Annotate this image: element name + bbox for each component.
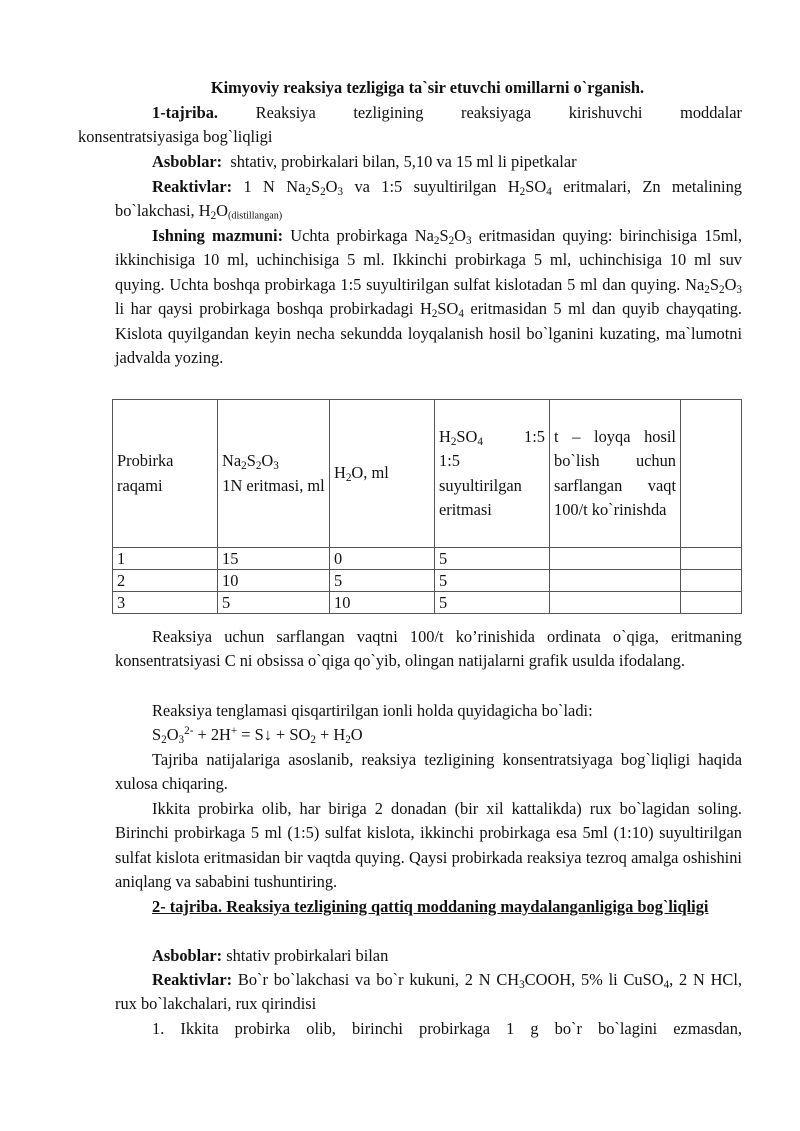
cell-acid: 5 — [435, 592, 550, 614]
reag-rest: eritmalari, Zn metalining bo`lakchasi, — [115, 177, 742, 221]
header-thiosulfate-unit: 1N eritmasi, ml — [222, 475, 325, 495]
table-row — [113, 570, 742, 592]
exp2-reag-c: , 2 N HCl, rux bo`lakchalari, rux qirindisi — [115, 970, 743, 1014]
exp1-reagents: Reaktivlar: 1 N $Na_2S_2O_3$ va 1:5 suyultirilgan $H_2SO_4$ eritmalari, Zn metalining bo`lakchasi, $H_2O_{(distillangan)}$ — [115, 177, 742, 223]
table-row — [113, 548, 742, 570]
cell-extra — [681, 570, 742, 592]
exp1-heading — [78, 101, 742, 150]
equation-intro: Reaksiya tenglamasi qisqartirilgan ionli holda quyidagicha bo`ladi: — [152, 701, 593, 720]
header-acid: $H_2SO_4$ 1:5 1:5 suyultirilgan eritmasi — [435, 400, 550, 548]
page-title: Kimyoviy reaksiya tezligiga ta`sir etuvchi omillarni o`rganish. — [210, 78, 645, 97]
exp1-tools — [115, 150, 742, 174]
cell-time — [550, 570, 681, 592]
header-empty — [681, 400, 742, 548]
cell-water: 0 — [330, 548, 435, 570]
exp2-tools — [115, 944, 742, 968]
exp2-reag-b: , 5% li — [571, 970, 618, 989]
exp1-content-label: Ishning mazmuni: — [152, 226, 284, 245]
exp1-tools-label: Asboblar: — [152, 152, 223, 171]
header-water-unit: , ml — [363, 463, 389, 483]
cell-tube: 2 — [113, 570, 218, 592]
exp1-heading-line2: konsentratsiyasiga bog`liqligi — [78, 127, 273, 147]
cell-thiosulfate: 5 — [218, 592, 330, 614]
reag-and: va 1:5 suyultirilgan — [354, 177, 497, 196]
cell-acid: 5 — [435, 570, 550, 592]
exp1-tools-text: shtativ, probirkalari bilan, 5,10 va 15 ml li pipetkalar — [230, 152, 577, 171]
exp2-step1: 1. Ikkita probirka olib, birinchi probirkaga 1 g bo`r bo`lagini ezmasdan, — [152, 1019, 742, 1038]
cell-water: 10 — [330, 592, 435, 614]
cell-thiosulfate: 10 — [218, 570, 330, 592]
content-b: eritmasidan quying: birinchisiga 15ml, ikkinchisiga 10 ml, uchinchisiga 5 ml. Ikkinchi probirkaga 5 ml, uchinchisiga 10 ml suv quying. Uchta boshqa probirkaga 1:5 suyultirilgan sulfat kislotadan 5 ml dan quying. — [115, 226, 742, 294]
cell-water: 5 — [330, 570, 435, 592]
exp2-reagents: Reaktivlar: Bo`r bo`lakchasi va bo`r kukuni, 2 N $CH_3COOH$, 5% li CuSO$_4$, 2 N HCl, rux bo`lakchalari, rux qirindisi — [115, 970, 743, 1014]
cell-thiosulfate: 15 — [218, 548, 330, 570]
content-c: li har qaysi probirkaga boshqa probirkadagi — [115, 299, 414, 319]
cell-tube: 1 — [113, 548, 218, 570]
exp2-reag-a: Bo`r bo`lakchasi va bo`r kukuni, 2 N — [237, 970, 491, 989]
exp1-content: Ishning mazmuni: Uchta probirkaga $Na_2S_2O_3$ eritmasidan quying: birinchisiga 15ml, ikkinchisiga 10 ml, uchinchisiga 5 ml. Ikkinchi probirkaga 5 ml, uchinchisiga 10 ml suv quying. Uchta boshqa probirkaga 1:5 suyultirilgan sulfat kislotadan 5 ml dan quying. $Na_2S_2O_3$ li har qaysi probirkaga boshqa probirkadagi $H_2SO_4$ eritmasidan 5 ml dan quyib chayqating. Kislota quyilgandan keyin necha sekundda loyqalanish hosil bo`lganini kuzating, ma`lumotni jadvalda yozing. — [115, 226, 742, 368]
cell-tube: 3 — [113, 592, 218, 614]
reaction-equation: $S_2O_3^{2-} + 2H^+$ = S↓ + $SO_2 + H_2O$ — [152, 724, 363, 746]
zinc-paragraph: Ikkita probirka olib, har biriga 2 donadan (bir xil kattalikda) rux bo`lagidan soling. Birinchi probirkaga 5 ml (1:5) sulfat kislota, ikkinchi probirkaga esa 5ml (1:10) suyultirilgan sulfat kislota eritmasidan bir vaqtda quying. Qaysi probirkada reaksiya tezroq amalga oshishini aniqlang va sababini tushuntiring. — [115, 799, 742, 892]
header-thiosulfate: $Na_2S_2O_3$ 1N eritmasi, ml — [218, 400, 330, 548]
conclusion-paragraph: Tajriba natijalariga asoslanib, reaksiya tezligining konsentratsiyaga bog`liqligi haqida xulosa chiqaring. — [115, 750, 742, 794]
exp2-reag-label: Reaktivlar: — [152, 970, 233, 989]
exp2-heading: 2- tajriba. Reaksiya tezligining qattiq moddaning maydalanganligiga bog`liqligi — [152, 897, 709, 916]
cell-time — [550, 592, 681, 614]
reag-1n: 1 N — [243, 177, 275, 196]
header-time: t – loyqa hosil bo`lish uchun sarflangan vaqt 100/t ko`rinishda — [550, 400, 681, 548]
table-row — [113, 592, 742, 614]
cell-extra — [681, 548, 742, 570]
cell-time — [550, 548, 681, 570]
results-table — [112, 399, 742, 614]
exp1-heading-line1: Reaksiya tezligining reaksiyaga kirishuvchi moddalar — [255, 103, 742, 122]
graph-paragraph: Reaksiya uchun sarflangan vaqtni 100/t ko’rinishida ordinata o`qiga, eritmaning konsentratsiyasi C ni obsissa o`qiga qo`yib, olingan natijalarni grafik usulda ifodalang. — [115, 627, 742, 671]
exp1-label: 1-tajriba. — [152, 103, 219, 122]
header-acid-note: 1:5 suyultirilgan eritmasi — [439, 451, 522, 519]
cell-acid: 5 — [435, 548, 550, 570]
content-a: Uchta probirkaga — [290, 226, 408, 245]
cell-extra — [681, 592, 742, 614]
header-water: $H_2O$, ml — [330, 400, 435, 548]
exp1-reag-label: Reaktivlar: — [152, 177, 233, 196]
exp2-tools-label: Asboblar: — [152, 946, 223, 965]
content-d: eritmasidan 5 ml dan quyib chayqating. Kislota quyilgandan keyin necha sekundda loyqalanish hosil bo`lganini kuzating, ma`lumotni jadvalda yozing. — [115, 299, 742, 368]
exp2-tools-text: shtativ probirkalari bilan — [226, 946, 389, 965]
table-header-row — [113, 400, 742, 548]
distilled-note: (distillangan) — [228, 210, 283, 222]
header-tube-number: Probirka raqami — [113, 400, 218, 548]
